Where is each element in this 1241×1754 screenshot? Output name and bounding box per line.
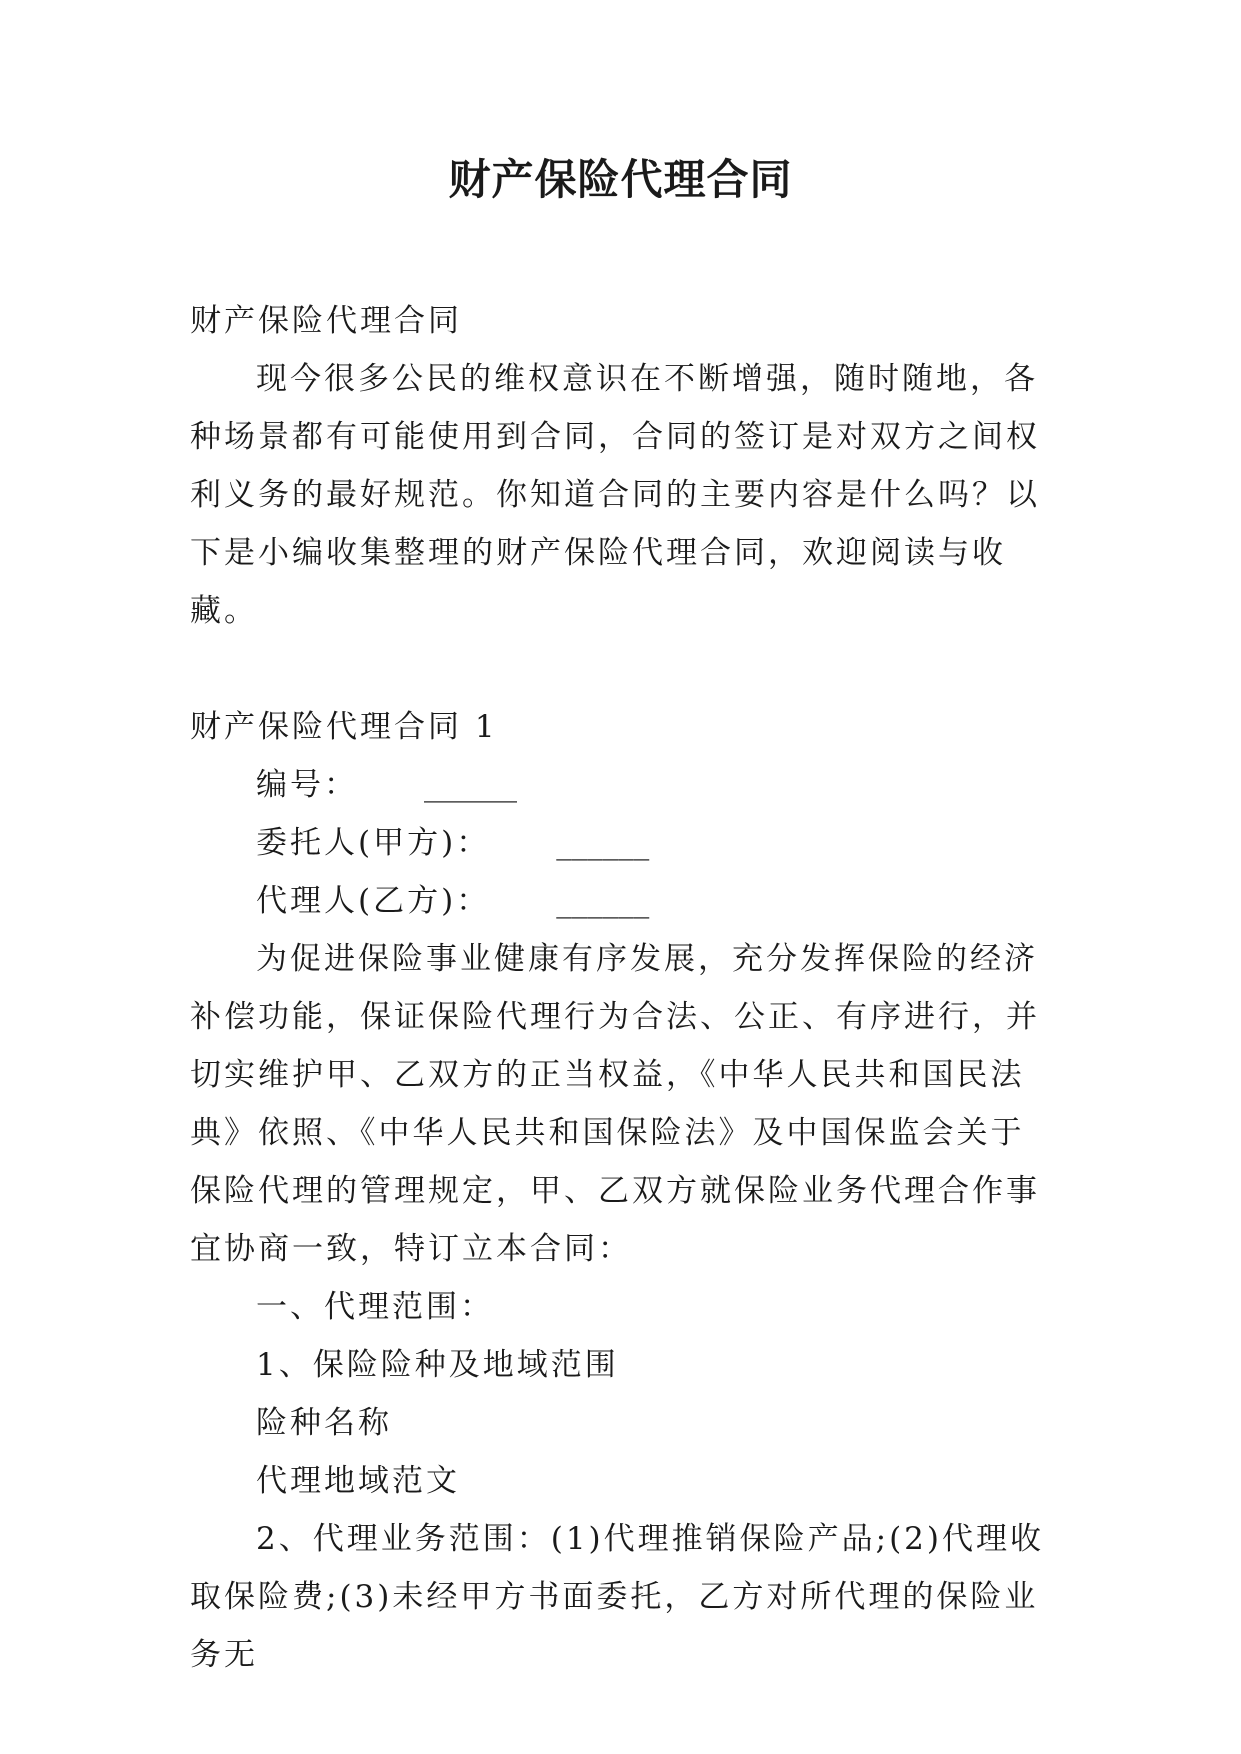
agent-label: 代理人(乙方)： bbox=[256, 883, 491, 919]
principal-line bbox=[190, 814, 1050, 872]
section-spacer bbox=[190, 640, 1050, 698]
contract-number-blank: ______ bbox=[424, 767, 517, 803]
agent-line bbox=[190, 872, 1050, 930]
item1-insurance-type: 险种名称 bbox=[256, 1405, 392, 1441]
principal-blank: ______ bbox=[556, 825, 650, 861]
principal-label: 委托人(甲方)： bbox=[256, 825, 491, 861]
item2-business-scope: 2、代理业务范围：(1)代理推销保险产品;(2)代理收取保险费;(3)未经甲方书面委托，乙方对所代理的保险业务无 bbox=[190, 1521, 1044, 1673]
item1-agency-region: 代理地域范文 bbox=[256, 1463, 460, 1499]
agent-blank: ______ bbox=[556, 883, 650, 919]
contract-preamble: 为促进保险事业健康有序发展，充分发挥保险的经济补偿功能，保证保险代理行为合法、公正、有序进行，并切实维护甲、乙双方的正当权益，《中华人民共和国民法典》依照、《中华人民共和国保险法》及中国保监会关于保险代理的管理规定，甲、乙双方就保险业务代理合作事宜协商一致，特订立本合同： bbox=[190, 941, 1040, 1267]
document-title: 财产保险代理合同 bbox=[448, 155, 793, 204]
document-body bbox=[190, 292, 1050, 1684]
intro-heading: 财产保险代理合同 bbox=[190, 303, 462, 339]
section1-title: 一、代理范围： bbox=[256, 1289, 494, 1325]
item1-title: 1、保险险种及地域范围 bbox=[256, 1347, 619, 1383]
contract-heading: 财产保险代理合同 1 bbox=[190, 709, 498, 745]
contract-number-label: 编号： bbox=[256, 767, 358, 803]
intro-paragraph: 现今很多公民的维权意识在不断增强，随时随地，各种场景都有可能使用到合同，合同的签订是对双方之间权利义务的最好规范。你知道合同的主要内容是什么吗？以下是小编收集整理的财产保险代理合同，欢迎阅读与收藏。 bbox=[190, 361, 1040, 629]
contract-number-line bbox=[190, 756, 1050, 814]
